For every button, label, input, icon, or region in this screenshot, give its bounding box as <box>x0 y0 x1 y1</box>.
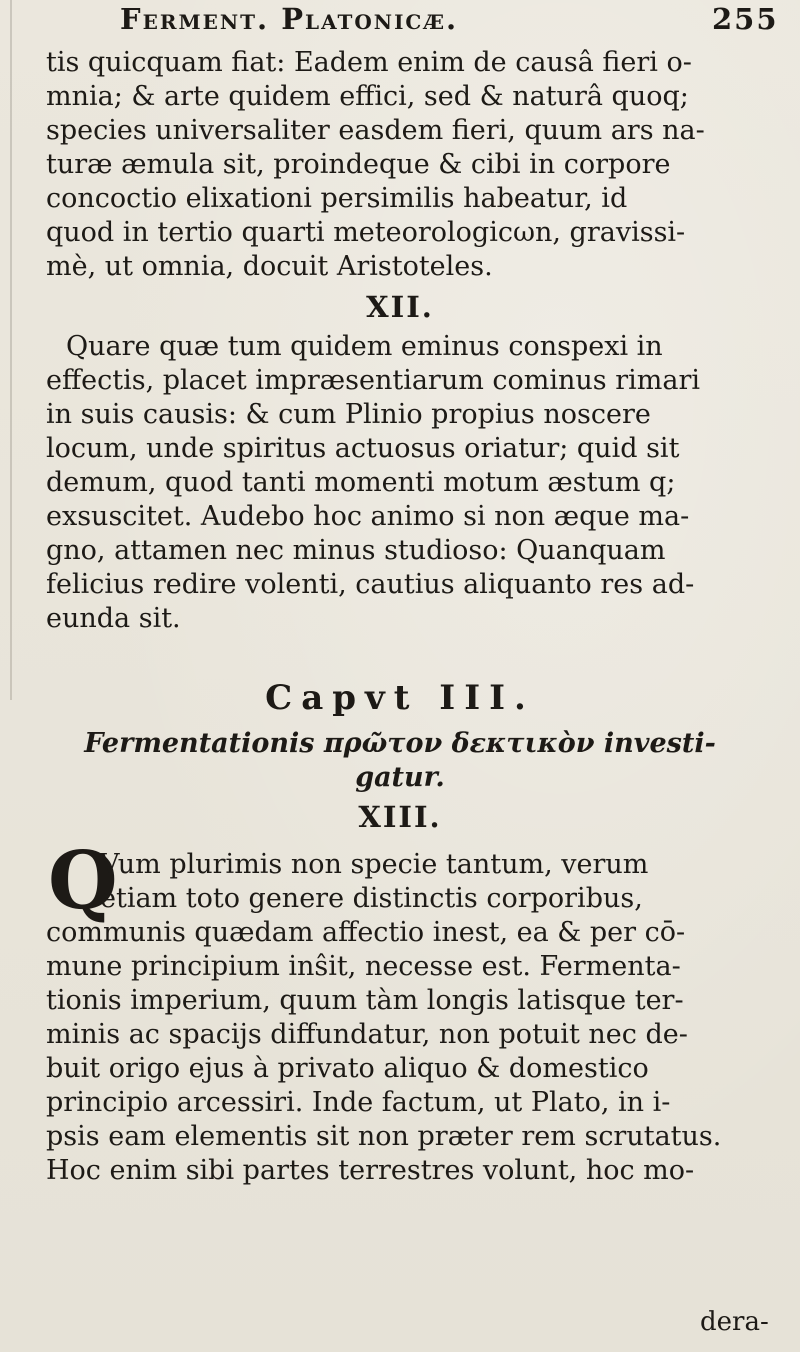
paragraph-2 <box>46 330 786 636</box>
text-line: gno, attamen nec minus studioso: Quanquam <box>46 535 666 566</box>
text-line: buit origo ejus à privato aliquo & domestico <box>46 1053 649 1084</box>
text-line: tis quicquam fiat: Eadem enim de causâ fieri o- <box>46 47 692 78</box>
text-line: turæ æmula sit, proindeque & cibi in corpore <box>46 149 671 180</box>
drop-capital: Q <box>48 833 118 927</box>
text-line: species universaliter easdem fieri, quum ars na- <box>46 115 705 146</box>
page-number: 255 <box>712 2 779 36</box>
text-line: psis eam elementis sit non præter rem scrutatus. <box>46 1121 722 1152</box>
text-line: principio arcessiri. Inde factum, ut Plato, in i- <box>46 1087 671 1118</box>
page-gutter-edge <box>10 0 12 700</box>
text-line: mune principium inŝit, necesse est. Fermenta- <box>46 951 681 982</box>
catchword: dera- <box>700 1307 769 1337</box>
text-line: demum, quod tanti momenti motum æstum q; <box>46 467 676 498</box>
text-line: minis ac spacijs diffundatur, non potuit nec de- <box>46 1019 688 1050</box>
text-line: Quare quæ tum quidem eminus conspexi in <box>66 331 663 362</box>
text-line: locum, unde spiritus actuosus oriatur; quid sit <box>46 433 680 464</box>
paragraph-1 <box>46 46 786 284</box>
text-line: etiam toto genere distinctis corporibus, <box>100 883 643 914</box>
text-line: concoctio elixationi persimilis habeatur, id <box>46 183 628 214</box>
section-number-xii: XII. <box>366 290 434 324</box>
text-line: communis quædam affectio inest, ea & per cō- <box>46 917 686 948</box>
chapter-title-line-1: Fermentationis πρῶτον δεκτικὸν investi- <box>84 728 716 759</box>
chapter-title-line-2: gatur. <box>355 762 445 793</box>
text-line: in suis causis: & cum Plinio propius noscere <box>46 399 651 430</box>
text-line: mè, ut omnia, docuit Aristoteles. <box>46 251 493 282</box>
text-line: eunda sit. <box>46 603 181 634</box>
text-line: tionis imperium, quum tàm longis latisque ter- <box>46 985 684 1016</box>
running-title: Ferment. Platonicæ. <box>120 2 459 36</box>
text-line: Vum plurimis non specie tantum, verum <box>100 849 649 880</box>
text-line: effectis, placet impræsentiarum cominus rimari <box>46 365 701 396</box>
text-line: mnia; & arte quidem effici, sed & naturâ quoq; <box>46 81 689 112</box>
text-line: quod in tertio quarti meteorologicωn, gravissi- <box>46 217 686 248</box>
text-line: Hoc enim sibi partes terrestres volunt, hoc mo- <box>46 1155 695 1186</box>
paragraph-3 <box>46 848 786 1188</box>
section-number-xiii: XIII. <box>358 800 442 834</box>
chapter-heading: Capvt III. <box>265 678 535 718</box>
running-head <box>120 2 780 42</box>
text-line: exsuscitet. Audebo hoc animo si non æque ma- <box>46 501 690 532</box>
text-line: felicius redire volenti, cautius aliquanto res ad- <box>46 569 695 600</box>
